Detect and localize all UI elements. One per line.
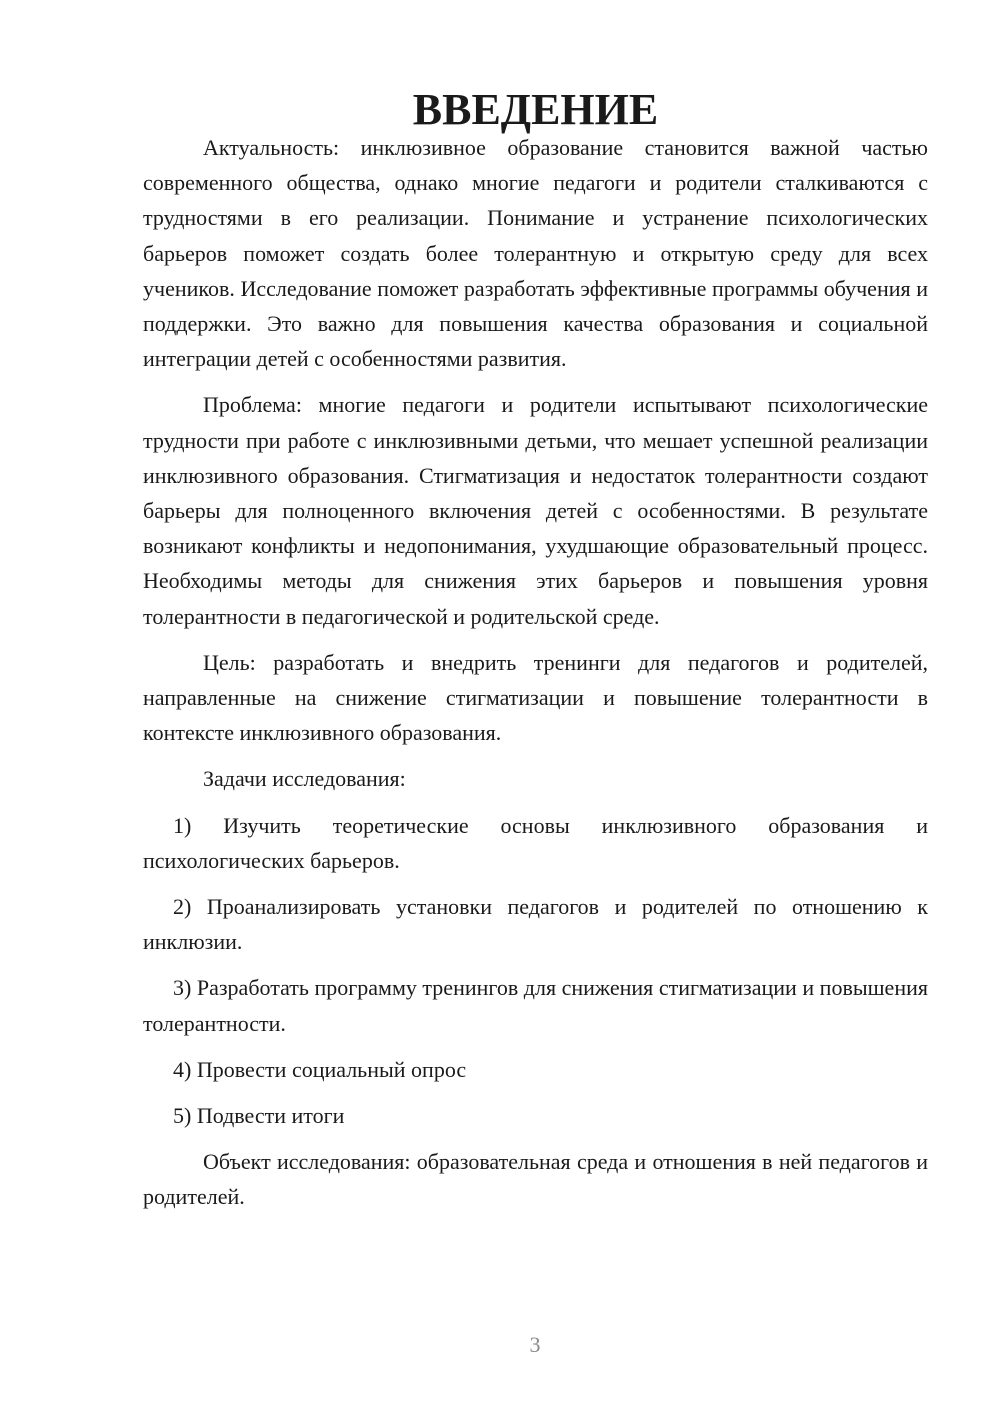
goal-paragraph: Цель: разработать и внедрить тренинги для педагогов и родителей, направленные на снижение стигматизации и повышение толерантности в контексте инклюзивного образования. — [143, 649, 928, 746]
tasks-heading: Задачи исследования: — [203, 766, 406, 792]
object-paragraph: Объект исследования: образовательная среда и отношения в ней педагогов и родителей. — [143, 1149, 928, 1210]
task-item: 4) Провести социальный опрос — [173, 1056, 467, 1082]
page-number: 3 — [529, 1332, 541, 1357]
task-item: 5) Подвести итоги — [173, 1103, 345, 1129]
task-item: 1) Изучить теоретические основы инклюзивного образования и психологических барьеров. — [143, 812, 928, 873]
task-item: 3) Разработать программу тренингов для снижения стигматизации и повышения толерантности. — [143, 975, 928, 1036]
relevance-paragraph: Актуальность: инклюзивное образование становится важной частью современного общества, однако многие педагоги и родители сталкиваются с трудностями в его реализации. Понимание и устранение психологических барьеров поможет создать более толерантную и открытую среду для всех учеников. Исследование поможет разработать эффективные программы обучения и поддержки. Это важно для повышения качества образования и социальной интеграции детей с особенностями развития. — [143, 135, 928, 372]
section-heading: ВВЕДЕНИЕ — [412, 85, 659, 134]
problem-paragraph: Проблема: многие педагоги и родители испытывают психологические трудности при работе с инклюзивными детьми, что мешает успешной реализации инклюзивного образования. Стигматизация и недостаток толерантности создают барьеры для полноценного включения детей с особенностями. В результате возникают конфликты и недопонимания, ухудшающие образовательный процесс. Необходимы методы для снижения этих барьеров и повышения уровня толерантности в педагогической и родительской среде. — [143, 392, 928, 629]
document-body — [143, 85, 928, 1226]
task-item: 2) Проанализировать установки педагогов и родителей по отношению к инклюзии. — [143, 894, 928, 955]
